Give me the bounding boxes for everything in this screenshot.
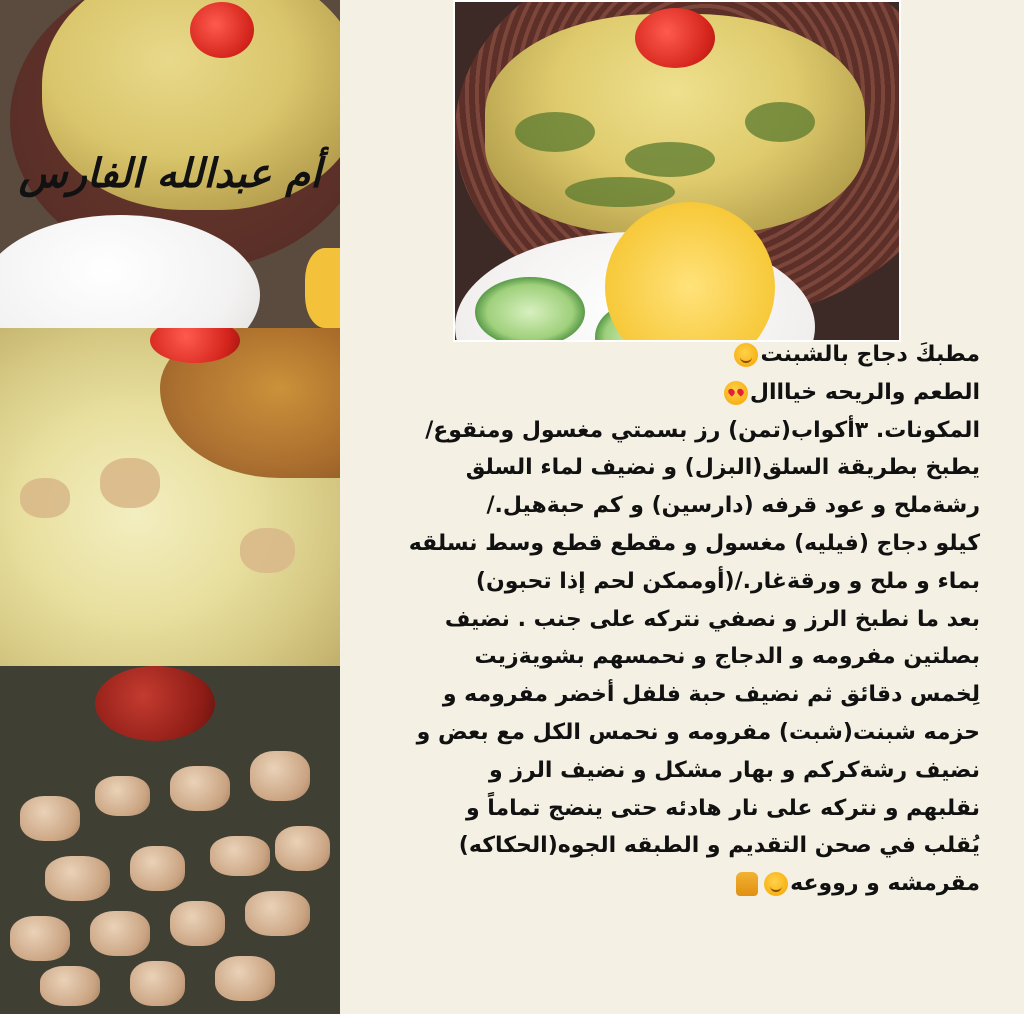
recipe-line: كيلو دجاج (فيليه) مغسول و مقطع قطع وسط نسلقه <box>408 530 980 556</box>
tomato-garnish <box>190 2 254 58</box>
recipe-line: يُقلب في صحن التقديم و الطبقه الجوه(الحكاكه) <box>458 833 980 859</box>
recipe-line: المكونات. ٣أكواب(تمن) رز بسمتي مغسول ومنقوع/ <box>425 417 980 443</box>
heart-eyes-icon <box>724 381 748 405</box>
blushing-face-icon <box>734 343 758 367</box>
tomato-garnish <box>95 666 215 741</box>
recipe-line: بعد ما نطبخ الرز و نصفي نتركه على جنب . نضيف <box>444 606 980 632</box>
recipe-line: رشةملح و عود قرفه (دارسين) و كم حبةهيل./ <box>486 493 980 519</box>
cucumber-slice <box>475 277 585 342</box>
recipe-line: يطبخ بطريقة السلق(البزل) و نضيف لماء السلق <box>465 455 980 481</box>
photo-chicken-cooking <box>0 666 340 1014</box>
photo-rice-cake-top-left <box>0 0 340 328</box>
thumbs-up-icon <box>736 872 758 896</box>
lemon-slice <box>305 248 340 328</box>
recipe-line: لِخمس دقائق ثم نضيف حبة فلفل أخضر مفرومه و <box>442 682 980 708</box>
recipe-line: بصلتين مفرومه و الدجاج و نحمسهم بشويةزيت <box>474 644 980 670</box>
recipe-line: بماء و ملح و ورقةغار./(أوممكن لحم إذا تحبون) <box>475 568 980 594</box>
recipe-line: نضيف رشةكركم و بهار مشكل و نضيف الرز و <box>488 757 980 783</box>
recipe-closing: مقرمشه و رووعه <box>380 865 980 903</box>
tomato-garnish <box>635 8 715 68</box>
recipe-line: نقلبهم و نتركه على نار هادئه حتى ينضج تماماً و <box>465 795 980 821</box>
smiling-face-icon <box>764 872 788 896</box>
recipe-text <box>380 336 980 903</box>
photo-rice-closeup <box>0 328 340 666</box>
recipe-subtitle: الطعم والريحه خيااال <box>380 374 980 412</box>
author-signature: أم عبدالله الفارس <box>18 150 322 197</box>
recipe-line: حزمه شبنت(شبت) مفرومه و نحمس الكل مع بعض و <box>416 719 980 745</box>
photo-dish-main <box>453 0 901 342</box>
recipe-title: مطبكَ دجاج بالشبنت <box>380 336 980 374</box>
